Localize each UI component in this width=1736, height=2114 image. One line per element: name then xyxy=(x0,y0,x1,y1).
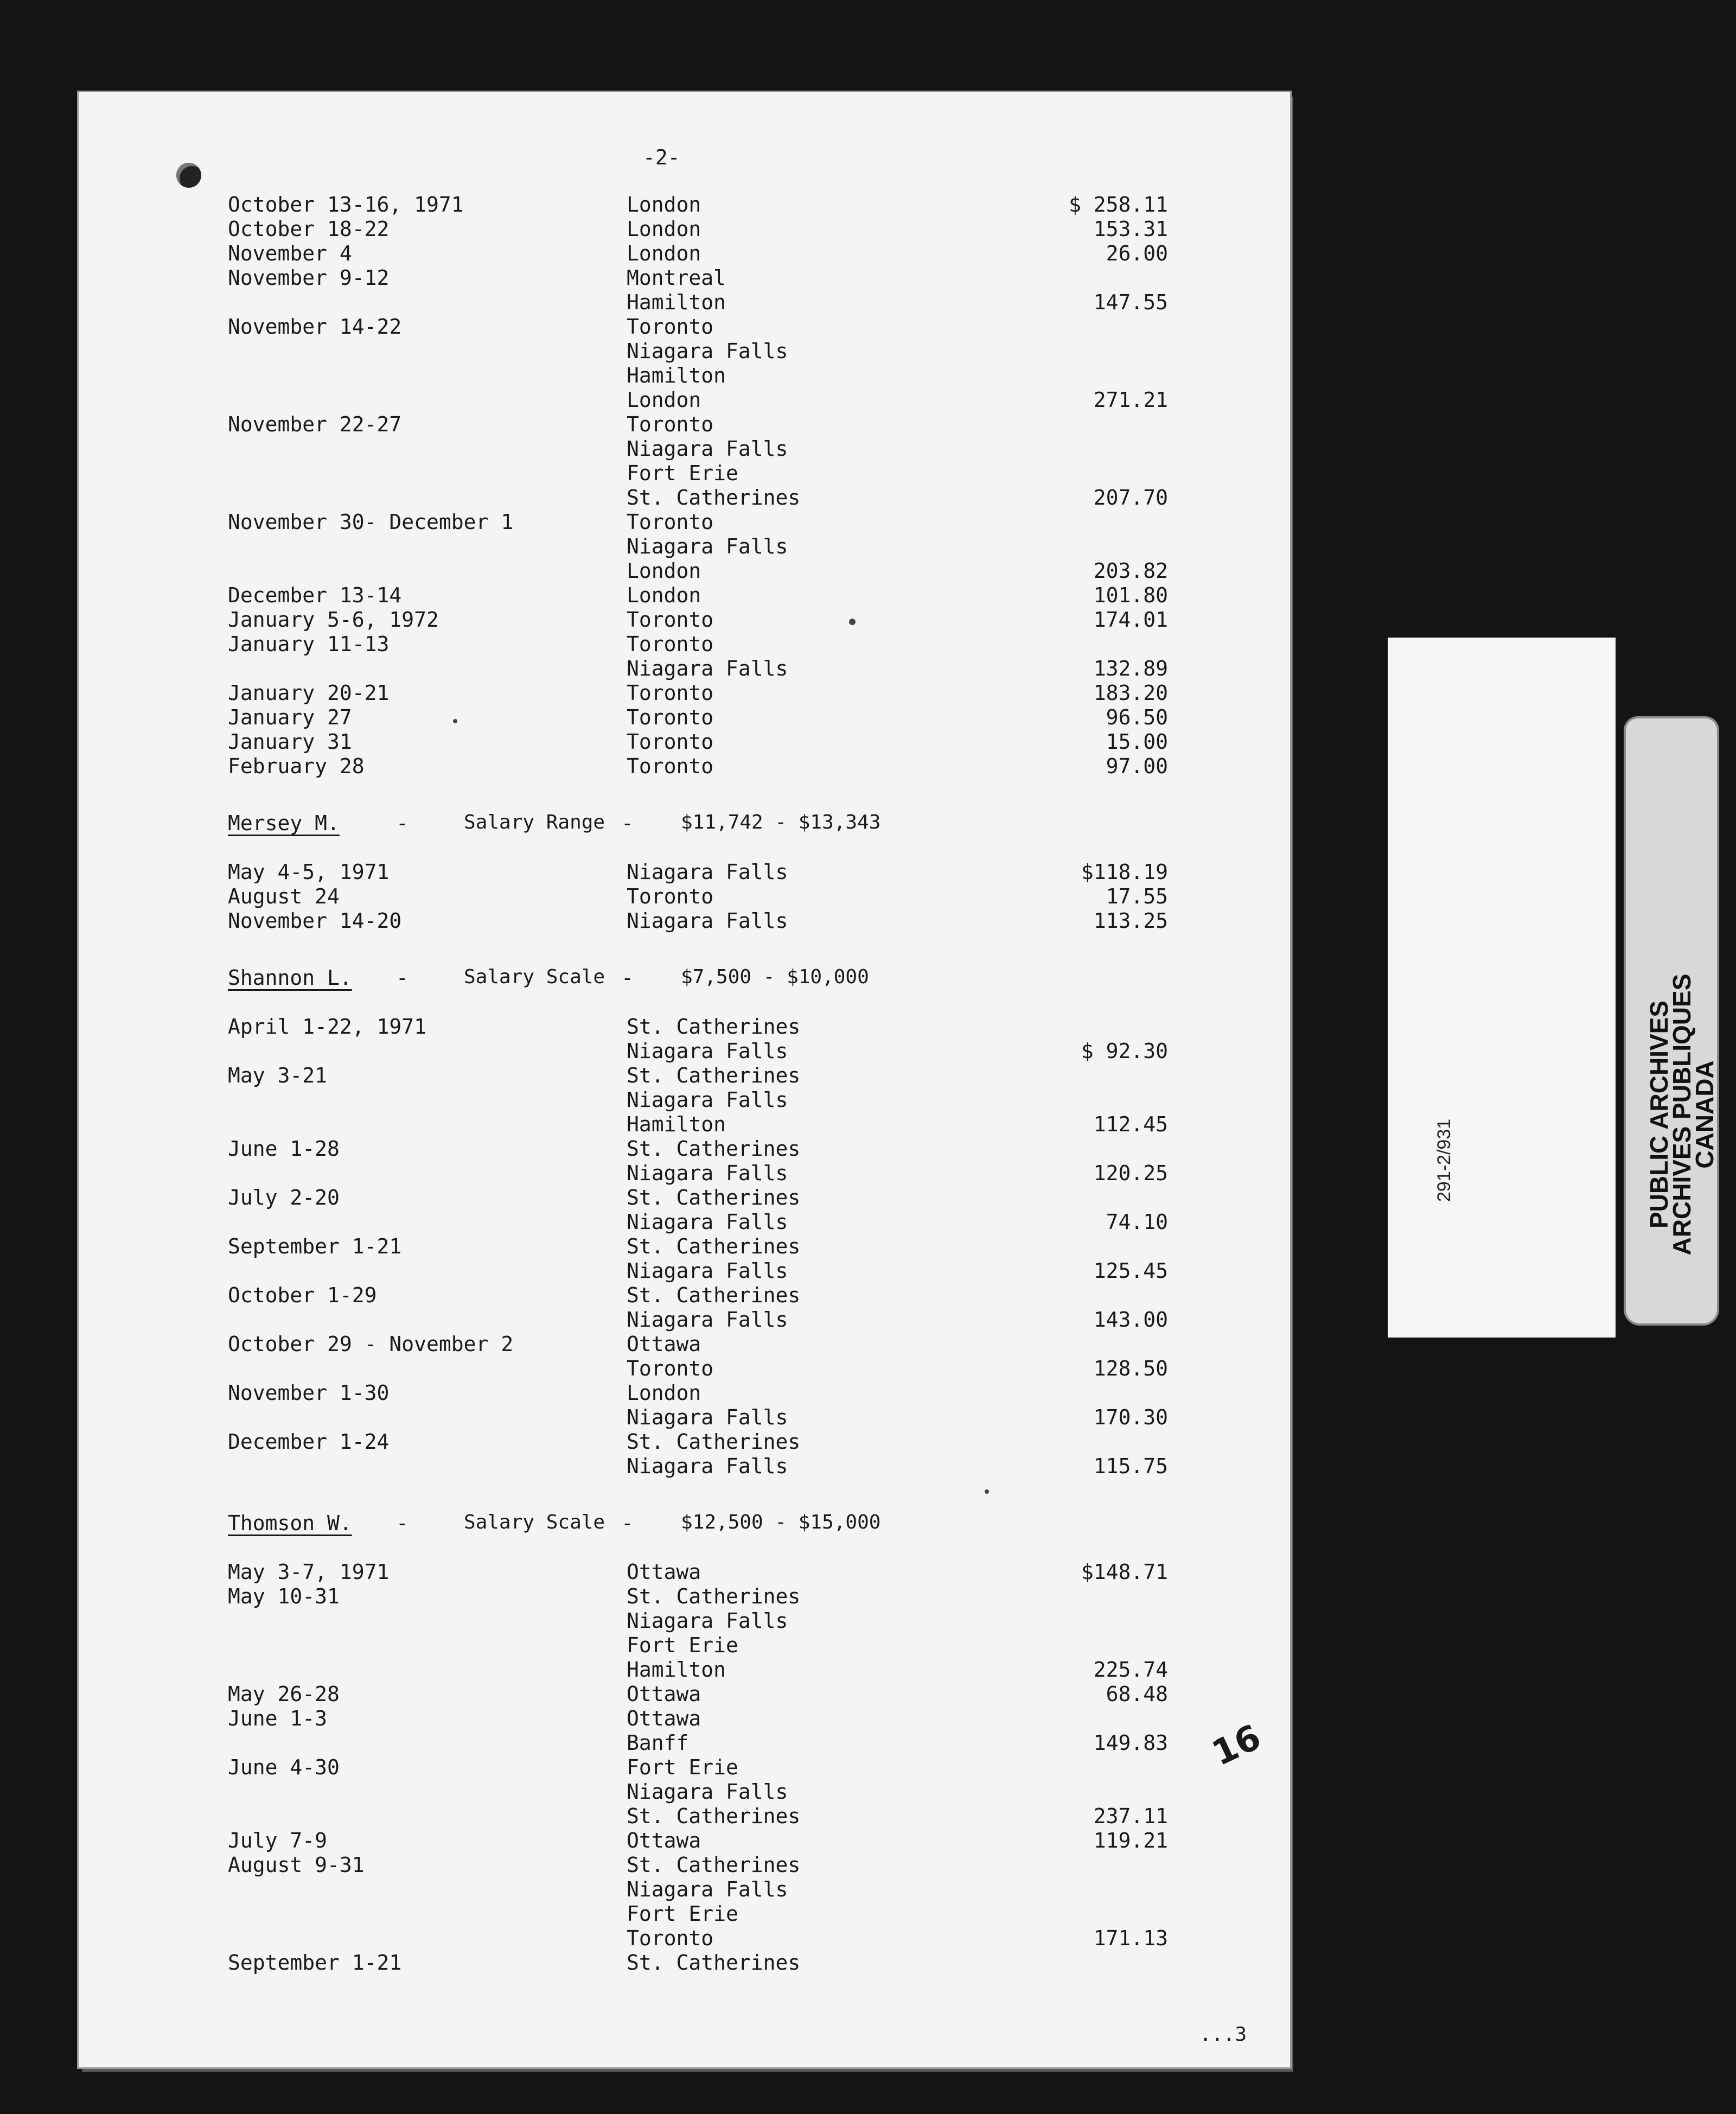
trip-amount: 171.13 xyxy=(1093,1926,1168,1950)
ledger-row xyxy=(79,608,1290,632)
trip-city: St. Catherines xyxy=(627,486,801,510)
trip-amount: 143.00 xyxy=(1093,1308,1168,1332)
trip-city: Toronto xyxy=(627,730,714,754)
trip-dates: September 1-21 xyxy=(228,1951,402,1975)
ledger-row xyxy=(79,1707,1290,1731)
ledger-row xyxy=(79,1210,1290,1234)
trip-city: Niagara Falls xyxy=(627,1454,788,1478)
trip-amount: 119.21 xyxy=(1093,1829,1168,1852)
ledger-row xyxy=(79,1430,1290,1454)
trip-city: Niagara Falls xyxy=(627,860,788,884)
separator-dash: - xyxy=(621,966,634,990)
trip-city: Niagara Falls xyxy=(627,534,788,558)
ledger-row xyxy=(79,1259,1290,1283)
stamp-line: PUBLIC ARCHIVES xyxy=(1645,1001,1673,1228)
separator-dash: - xyxy=(396,811,409,835)
salary-range: $11,742 - $13,343 xyxy=(681,811,881,833)
ledger-row xyxy=(79,1780,1290,1804)
ledger-row xyxy=(79,632,1290,657)
trip-amount: 170.30 xyxy=(1093,1405,1168,1429)
trip-city: Niagara Falls xyxy=(627,1405,788,1429)
ledger-row xyxy=(79,1064,1290,1088)
trip-dates: January 11-13 xyxy=(228,632,390,656)
trip-amount: 120.25 xyxy=(1093,1161,1168,1185)
ledger-row xyxy=(79,1357,1290,1381)
trip-dates: December 1-24 xyxy=(228,1430,390,1454)
trip-city: St. Catherines xyxy=(627,1283,801,1307)
ledger-row xyxy=(79,730,1290,754)
trip-amount: 125.45 xyxy=(1093,1259,1168,1283)
trip-dates: October 13-16, 1971 xyxy=(228,193,464,217)
trip-city: London xyxy=(627,559,701,583)
document-page xyxy=(79,92,1290,2067)
ledger-row xyxy=(79,559,1290,583)
ledger-row xyxy=(79,1829,1290,1853)
trip-city: Niagara Falls xyxy=(627,909,788,933)
trip-city: London xyxy=(627,193,701,217)
ledger-row xyxy=(79,754,1290,779)
trip-dates: November 22-27 xyxy=(228,412,402,436)
ledger-row xyxy=(79,534,1290,559)
trip-city: Toronto xyxy=(627,1357,714,1380)
trip-city: Niagara Falls xyxy=(627,1308,788,1332)
trip-dates: July 7-9 xyxy=(228,1829,328,1852)
trip-dates: June 1-3 xyxy=(228,1707,328,1730)
trip-city: London xyxy=(627,241,701,265)
trip-dates: October 18-22 xyxy=(228,217,390,241)
ledger-row xyxy=(79,860,1290,884)
archives-stamp xyxy=(1624,716,1719,1326)
trip-city: St. Catherines xyxy=(627,1064,801,1087)
trip-city: London xyxy=(627,388,701,412)
separator-dash: - xyxy=(621,1511,634,1535)
ledger-row xyxy=(79,705,1290,730)
trip-city: St. Catherines xyxy=(627,1804,801,1828)
trip-dates: August 24 xyxy=(228,884,340,908)
ledger-row xyxy=(79,1234,1290,1259)
trip-amount: 132.89 xyxy=(1093,657,1168,680)
trip-dates: May 26-28 xyxy=(228,1682,340,1706)
stamp-text xyxy=(1645,946,1719,1283)
trip-dates: November 4 xyxy=(228,241,352,265)
trip-city: Niagara Falls xyxy=(627,1161,788,1185)
trip-dates: October 1-29 xyxy=(228,1283,377,1307)
trip-amount: 115.75 xyxy=(1093,1454,1168,1478)
trip-dates: November 30- December 1 xyxy=(228,510,514,534)
trip-dates: May 3-7, 1971 xyxy=(228,1560,390,1584)
trip-dates: September 1-21 xyxy=(228,1234,402,1258)
ledger-row xyxy=(79,1454,1290,1479)
ledger-row xyxy=(79,1308,1290,1332)
salary-range: $12,500 - $15,000 xyxy=(681,1511,881,1533)
trip-dates: August 9-31 xyxy=(228,1853,365,1877)
trip-dates: November 14-22 xyxy=(228,315,402,339)
trip-city: Ottawa xyxy=(627,1332,701,1356)
ledger-row xyxy=(79,1902,1290,1926)
trip-amount: 183.20 xyxy=(1093,681,1168,705)
trip-city: Ottawa xyxy=(627,1682,701,1706)
trip-city: Banff xyxy=(627,1731,689,1755)
trip-amount: 15.00 xyxy=(1106,730,1168,754)
trip-city: Toronto xyxy=(627,608,714,632)
trip-city: Hamilton xyxy=(627,364,726,387)
trip-city: St. Catherines xyxy=(627,1951,801,1975)
trip-city: Fort Erie xyxy=(627,1902,738,1926)
employee-name: Mersey M. xyxy=(228,811,340,835)
separator-dash: - xyxy=(396,1511,409,1535)
trip-amount: 174.01 xyxy=(1093,608,1168,632)
trip-city: St. Catherines xyxy=(627,1015,801,1039)
ledger-row xyxy=(79,1609,1290,1633)
ledger-row xyxy=(79,241,1290,266)
salary-range: $7,500 - $10,000 xyxy=(681,966,869,988)
trip-city: Niagara Falls xyxy=(627,1780,788,1804)
employee-header xyxy=(79,1511,1290,1536)
trip-amount: 113.25 xyxy=(1093,909,1168,933)
trip-city: Niagara Falls xyxy=(627,1609,788,1633)
trip-dates: November 14-20 xyxy=(228,909,402,933)
trip-amount: 26.00 xyxy=(1106,241,1168,265)
trip-amount: $ 92.30 xyxy=(1081,1039,1168,1063)
ledger-row xyxy=(79,909,1290,933)
trip-city: Hamilton xyxy=(627,290,726,314)
ledger-row xyxy=(79,1039,1290,1064)
trip-city: St. Catherines xyxy=(627,1186,801,1209)
trip-city: Toronto xyxy=(627,705,714,729)
continuation-marker: ...3 xyxy=(1199,2023,1247,2046)
trip-city: Niagara Falls xyxy=(627,657,788,680)
trip-city: Niagara Falls xyxy=(627,437,788,461)
trip-city: St. Catherines xyxy=(627,1584,801,1608)
trip-city: Toronto xyxy=(627,412,714,436)
trip-dates: November 9-12 xyxy=(228,266,390,290)
employee-header xyxy=(79,811,1290,836)
ledger-row xyxy=(79,657,1290,681)
scan-speck xyxy=(985,1489,989,1494)
trip-city: Toronto xyxy=(627,315,714,339)
trip-city: Ottawa xyxy=(627,1707,701,1730)
trip-city: Niagara Falls xyxy=(627,1039,788,1063)
trip-city: St. Catherines xyxy=(627,1234,801,1258)
stamp-line: ARCHIVES PUBLIQUES xyxy=(1668,973,1696,1256)
trip-amount: 153.31 xyxy=(1093,217,1168,241)
ledger-row xyxy=(79,1137,1290,1161)
trip-city: Niagara Falls xyxy=(627,1877,788,1901)
trip-amount: 112.45 xyxy=(1093,1112,1168,1136)
trip-amount: 68.48 xyxy=(1106,1682,1168,1706)
punch-hole xyxy=(176,163,201,188)
ledger-row xyxy=(79,315,1290,339)
ledger-row xyxy=(79,1283,1290,1308)
ledger-row xyxy=(79,486,1290,510)
trip-dates: November 1-30 xyxy=(228,1381,390,1405)
stamp-line: CANADA xyxy=(1690,1060,1719,1169)
trip-city: Toronto xyxy=(627,754,714,778)
ledger-row xyxy=(79,1161,1290,1186)
ledger-row xyxy=(79,461,1290,486)
trip-amount: 17.55 xyxy=(1106,884,1168,908)
handwritten-mark: 16 xyxy=(1206,1717,1267,1774)
trip-city: Niagara Falls xyxy=(627,1088,788,1112)
trip-amount: 225.74 xyxy=(1093,1658,1168,1682)
trip-dates: January 20-21 xyxy=(228,681,390,705)
trip-city: Ottawa xyxy=(627,1829,701,1852)
ledger-row xyxy=(79,1560,1290,1584)
trip-city: London xyxy=(627,583,701,607)
ledger-row xyxy=(79,1926,1290,1951)
ledger-row xyxy=(79,388,1290,412)
trip-amount: 74.10 xyxy=(1106,1210,1168,1234)
trip-city: St. Catherines xyxy=(627,1853,801,1877)
trip-city: Fort Erie xyxy=(627,1633,738,1657)
ledger-row xyxy=(79,1682,1290,1707)
employee-name: Shannon L. xyxy=(228,966,352,990)
trip-amount: 271.21 xyxy=(1093,388,1168,412)
trip-dates: May 10-31 xyxy=(228,1584,340,1608)
trip-city: Niagara Falls xyxy=(627,1259,788,1283)
trip-city: Hamilton xyxy=(627,1112,726,1136)
separator-dash: - xyxy=(621,811,634,835)
trip-amount: 97.00 xyxy=(1106,754,1168,778)
separator-dash: - xyxy=(396,966,409,990)
trip-city: Niagara Falls xyxy=(627,1210,788,1234)
trip-dates: October 29 - November 2 xyxy=(228,1332,514,1356)
trip-city: Toronto xyxy=(627,884,714,908)
trip-dates: May 4-5, 1971 xyxy=(228,860,390,884)
ledger-row xyxy=(79,364,1290,388)
ledger-row xyxy=(79,217,1290,241)
trip-dates: February 28 xyxy=(228,754,365,778)
trip-city: London xyxy=(627,1381,701,1405)
ledger-row xyxy=(79,1804,1290,1829)
ledger-row xyxy=(79,1015,1290,1039)
ledger-row xyxy=(79,1112,1290,1137)
trip-amount: $ 258.11 xyxy=(1068,193,1168,217)
ledger-row xyxy=(79,884,1290,909)
ledger-row xyxy=(79,1853,1290,1877)
trip-city: Toronto xyxy=(627,632,714,656)
ledger-row xyxy=(79,1877,1290,1902)
trip-amount: 149.83 xyxy=(1093,1731,1168,1755)
trip-city: London xyxy=(627,217,701,241)
trip-amount: 237.11 xyxy=(1093,1804,1168,1828)
trip-dates: January 27 xyxy=(228,705,352,729)
trip-city: Toronto xyxy=(627,681,714,705)
trip-amount: 128.50 xyxy=(1093,1357,1168,1380)
trip-amount: 147.55 xyxy=(1093,290,1168,314)
ledger-row xyxy=(79,290,1290,315)
ledger-row xyxy=(79,193,1290,217)
trip-dates: June 1-28 xyxy=(228,1137,340,1161)
trip-dates: June 4-30 xyxy=(228,1755,340,1779)
ledger-row xyxy=(79,412,1290,437)
scan-speck xyxy=(453,719,457,723)
ledger-row xyxy=(79,1731,1290,1755)
trip-city: Toronto xyxy=(627,1926,714,1950)
salary-label: Salary Range xyxy=(464,811,605,833)
trip-city: Fort Erie xyxy=(627,1755,738,1779)
salary-label: Salary Scale xyxy=(464,1511,605,1533)
ledger-row xyxy=(79,1088,1290,1112)
trip-amount: 96.50 xyxy=(1106,705,1168,729)
ledger-row xyxy=(79,1381,1290,1405)
ledger-row xyxy=(79,437,1290,461)
trip-city: Toronto xyxy=(627,510,714,534)
employee-header xyxy=(79,966,1290,990)
trip-city: Montreal xyxy=(627,266,726,290)
trip-amount: $118.19 xyxy=(1081,860,1168,884)
ledger-row xyxy=(79,681,1290,705)
trip-dates: July 2-20 xyxy=(228,1186,340,1209)
ledger-row xyxy=(79,1658,1290,1682)
trip-amount: 101.80 xyxy=(1093,583,1168,607)
ledger-row xyxy=(79,1584,1290,1609)
ledger-row xyxy=(79,1186,1290,1210)
ledger-row xyxy=(79,1633,1290,1658)
call-number: 291-2/931 xyxy=(1434,1118,1454,1202)
trip-city: Niagara Falls xyxy=(627,339,788,363)
trip-city: Ottawa xyxy=(627,1560,701,1584)
ledger-row xyxy=(79,1405,1290,1430)
trip-dates: April 1-22, 1971 xyxy=(228,1015,427,1039)
trip-amount: $148.71 xyxy=(1081,1560,1168,1584)
ledger-row xyxy=(79,1332,1290,1357)
trip-city: St. Catherines xyxy=(627,1137,801,1161)
page-number: -2- xyxy=(643,145,680,169)
ledger-row xyxy=(79,510,1290,534)
trip-dates: January 5-6, 1972 xyxy=(228,608,439,632)
salary-label: Salary Scale xyxy=(464,966,605,988)
trip-dates: December 13-14 xyxy=(228,583,402,607)
trip-amount: 203.82 xyxy=(1093,559,1168,583)
ledger-row xyxy=(79,266,1290,290)
archive-label-card xyxy=(1388,638,1616,1338)
scan-speck xyxy=(849,619,856,625)
trip-city: Fort Erie xyxy=(627,461,738,485)
ledger-row xyxy=(79,583,1290,608)
trip-city: St. Catherines xyxy=(627,1430,801,1454)
trip-city: Hamilton xyxy=(627,1658,726,1682)
ledger-row xyxy=(79,339,1290,364)
ledger-row xyxy=(79,1951,1290,1975)
trip-amount: 207.70 xyxy=(1093,486,1168,510)
trip-dates: May 3-21 xyxy=(228,1064,328,1087)
employee-name: Thomson W. xyxy=(228,1511,352,1535)
trip-dates: January 31 xyxy=(228,730,352,754)
ledger-row xyxy=(79,1755,1290,1780)
